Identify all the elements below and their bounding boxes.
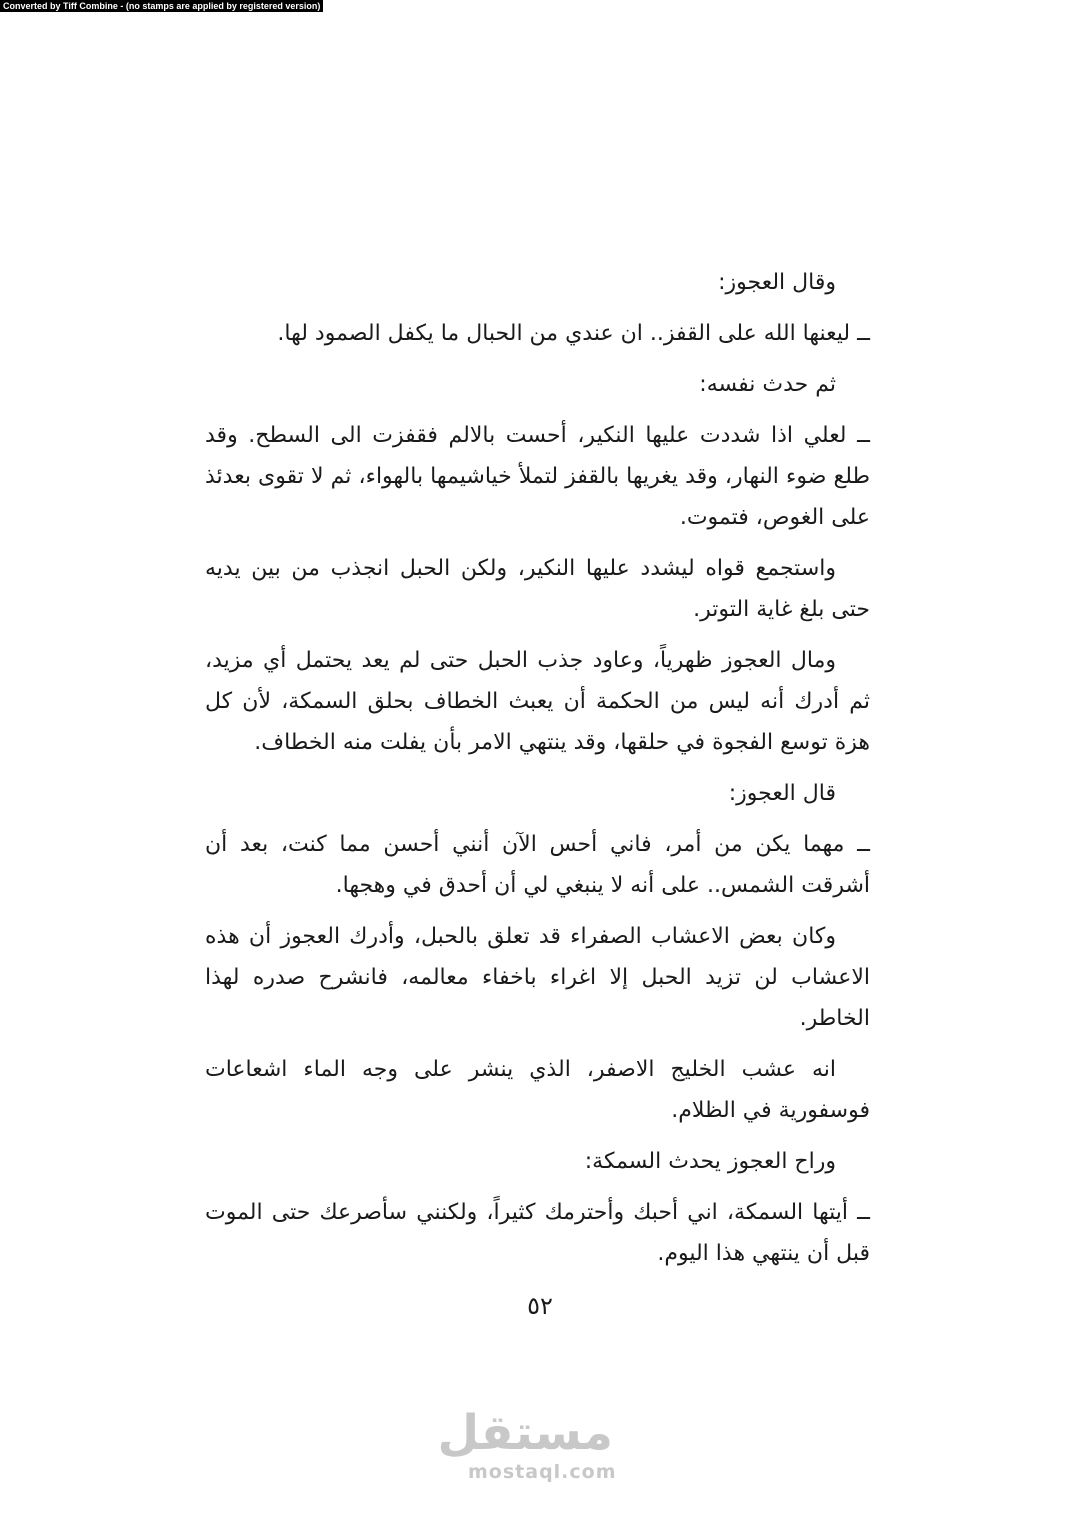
watermark-url: mostaql.com	[468, 1461, 617, 1483]
watermark-logo: مستقل	[437, 1405, 613, 1461]
paragraph-3: ثم حدث نفسه:	[699, 372, 836, 397]
page-body-text	[205, 262, 870, 1284]
converter-banner: Converted by Tiff Combine - (no stamps are applied by registered version)	[0, 0, 323, 12]
paragraph-7: قال العجوز:	[728, 781, 836, 806]
mostaql-watermark	[437, 1405, 617, 1483]
paragraph-4: ــ لعلي اذا شددت عليها النكير، أحست بالالم فقفزت الى السطح. وقد طلع ضوء النهار، وقد يغريها بالقفز لتملأ خياشيمها بالهواء، ثم لا تقوى بعدئذ على الغوص، فتموت.	[205, 423, 870, 530]
paragraph-1: وقال العجوز:	[718, 270, 836, 295]
paragraph-5: واستجمع قواه ليشدد عليها النكير، ولكن الحبل انجذب من بين يديه حتى بلغ غاية التوتر.	[205, 556, 870, 622]
page-number: ٥٢	[527, 1292, 553, 1320]
paragraph-9: وكان بعض الاعشاب الصفراء قد تعلق بالحبل، وأدرك العجوز أن هذه الاعشاب لن تزيد الحبل إلا اغراء باخفاء معالمه، فانشرح صدره لهذا الخاطر.	[205, 924, 870, 1031]
paragraph-2: ــ ليعنها الله على القفز.. ان عندي من الحبال ما يكفل الصمود لها.	[277, 321, 870, 346]
paragraph-12: ــ أيتها السمكة، اني أحبك وأحترمك كثيراً، ولكنني سأصرعك حتى الموت قبل أن ينتهي هذا اليوم.	[205, 1200, 870, 1266]
paragraph-6: ومال العجوز ظهرياً، وعاود جذب الحبل حتى لم يعد يحتمل أي مزيد، ثم أدرك أنه ليس من الحكمة أن يعبث الخطاف بحلق السمكة، لأن كل هزة توسع الفجوة في حلقها، وقد ينتهي الامر بأن يفلت منه الخطاف.	[205, 648, 870, 755]
paragraph-8: ــ مهما يكن من أمر، فاني أحس الآن أنني أحسن مما كنت، بعد أن أشرقت الشمس.. على أنه لا ينبغي لي أن أحدق في وهجها.	[205, 832, 870, 898]
paragraph-10: انه عشب الخليج الاصفر، الذي ينشر على وجه الماء اشعاعات فوسفورية في الظلام.	[205, 1057, 870, 1123]
paragraph-11: وراح العجوز يحدث السمكة:	[584, 1149, 836, 1174]
